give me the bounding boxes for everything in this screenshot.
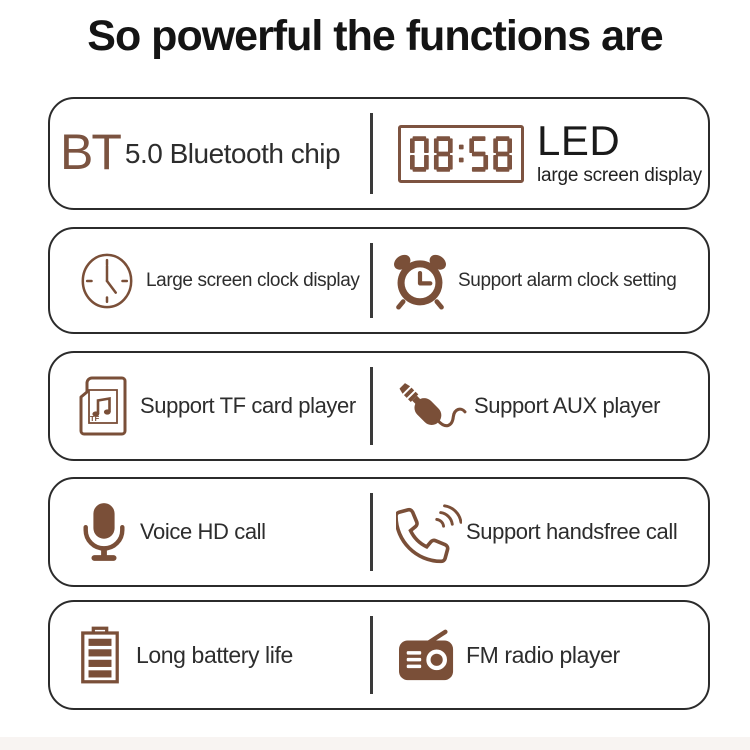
feature-label: Long battery life	[136, 641, 293, 668]
led-display-icon	[398, 125, 524, 183]
feature-fm-radio	[370, 602, 708, 708]
feature-card-voice-handsfree	[48, 477, 710, 587]
bt-logo-text: BT	[60, 123, 120, 180]
divider	[370, 616, 373, 694]
alarm-clock-icon	[390, 252, 450, 310]
phone-handset-icon	[396, 500, 462, 564]
feature-handsfree-call	[370, 479, 708, 585]
led-subheading: large screen display	[537, 165, 702, 186]
next-section-edge	[0, 737, 750, 750]
feature-card-bluetooth-led	[48, 97, 710, 210]
feature-label: Support TF card player	[140, 393, 356, 418]
page-title: So powerful the functions are	[87, 12, 663, 60]
fm-radio-icon	[396, 627, 458, 683]
feature-tf-card	[50, 353, 370, 459]
feature-card-tf-aux	[48, 351, 710, 461]
divider	[370, 243, 373, 318]
svg-text:TF: TF	[90, 413, 100, 423]
feature-card-battery-fm	[48, 600, 710, 710]
divider	[370, 493, 373, 571]
analog-clock-icon	[78, 251, 136, 311]
microphone-icon	[78, 501, 130, 563]
divider	[370, 367, 373, 445]
feature-alarm-clock	[370, 229, 708, 332]
feature-clock-display	[50, 229, 370, 332]
divider	[370, 113, 373, 194]
feature-bluetooth-chip	[50, 99, 370, 208]
tf-card-icon	[78, 375, 128, 437]
feature-label: 5.0 Bluetooth chip	[124, 137, 341, 169]
led-heading: LED	[537, 117, 621, 164]
feature-card-clock-alarm	[48, 227, 710, 334]
feature-label: Support alarm clock setting	[458, 269, 677, 291]
feature-battery	[50, 602, 370, 708]
feature-voice-call	[50, 479, 370, 585]
feature-led-display	[370, 99, 708, 208]
led-digits	[410, 136, 512, 172]
aux-plug-icon	[396, 376, 470, 436]
feature-label: FM radio player	[466, 641, 620, 668]
feature-label: Large screen clock display	[146, 269, 360, 291]
feature-label: Voice HD call	[140, 519, 266, 544]
led-text-block	[537, 117, 702, 187]
feature-label: Support AUX player	[474, 393, 661, 418]
feature-aux	[370, 353, 708, 459]
battery-icon	[78, 625, 122, 685]
feature-label: Support handsfree call	[466, 519, 678, 544]
